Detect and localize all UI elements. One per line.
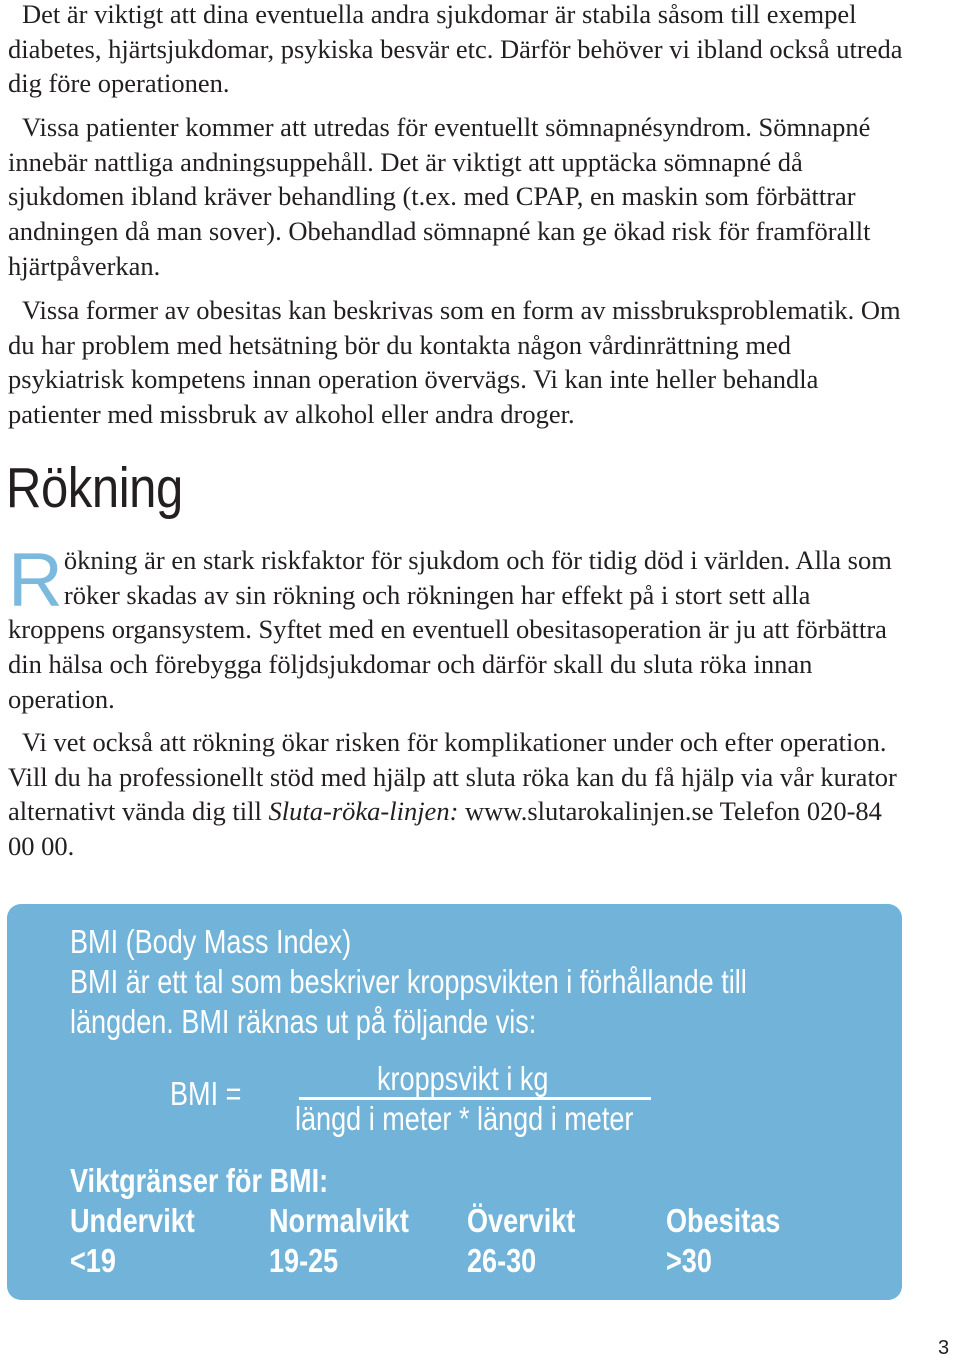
helpline-name: Sluta-röka-linjen: [268,796,459,827]
paragraph-medical-conditions [8,0,903,101]
bmi-limit-obesity [666,1201,780,1281]
bmi-limit-overweight [467,1201,575,1281]
bmi-limit-normal [269,1201,409,1281]
section-heading-smoking: Rökning [6,456,183,520]
paragraph-smoking-help [8,725,903,864]
bmi-description-line: BMI är ett tal som beskriver kroppsvikten i förhållande till [70,963,747,1000]
formula-numerator: kroppsvikt i kg [377,1060,549,1097]
limit-category: Undervikt [70,1202,195,1239]
limit-range: 19-25 [269,1242,339,1279]
bmi-title: BMI (Body Mass Index) [70,923,352,960]
paragraph-sleep-apnea [8,110,903,284]
helpline-contact: www.slutarokalinjen.se Telefon 020-84 00 00. [8,796,882,862]
limit-category: Övervikt [467,1202,576,1239]
formula-label: BMI = [170,1075,242,1112]
bmi-description-line: längden. BMI räknas ut på följande vis: [70,1003,537,1040]
paragraph-text: Vissa patienter kommer att utredas för eventuellt sömnapnésyndrom. Sömnapné innebär nattliga andningsuppehåll. Det är viktigt att upptäcka sömnapné då sjukdomen ibland kräver behandling (t.ex. med CPAP, en maskin som förbättrar andningen då man sover). Obehandlad sömnapné kan ge ökad risk för framförallt hjärtpåverkan. [8,112,871,281]
paragraph-text: Vi vet också att rökning ökar risken för komplikationer under och efter operation. Vill du ha professionellt stöd med hjälp att sluta röka kan du få hjälp via vår kurator alternativt vända dig till [8,727,897,827]
limit-range: 26-30 [467,1242,537,1279]
limit-category: Obesitas [666,1202,781,1239]
bmi-limits-title: Viktgränser för BMI: [70,1162,329,1199]
limit-range: >30 [666,1242,712,1279]
paragraph-addiction [8,293,903,432]
page-number: 3 [938,1337,950,1359]
paragraph-text: Det är viktigt att dina eventuella andra sjukdomar är stabila såsom till exempel diabetes, hjärtsjukdomar, psykiska besvär etc. Därför behöver vi ibland också utreda dig före operationen. [8,0,903,99]
bmi-limit-underweight [70,1201,195,1281]
paragraph-text: ökning är en stark riskfaktor för sjukdom och för tidig död i världen. Alla som röker skadas av sin rökning och rökningen har effekt på i stort sett alla kroppens organsystem. Syftet med en eventuell obesitasoperation är ju att förbättra din hälsa och förebygga följdsjukdomar och därför skall du sluta röka innan operation. [8,545,892,714]
drop-cap: R [8,538,63,623]
paragraph-smoking-risk [8,538,903,717]
bmi-info-box [7,904,902,1300]
formula-denominator: längd i meter * längd i meter [295,1100,634,1137]
limit-range: <19 [70,1242,116,1279]
paragraph-text: Vissa former av obesitas kan beskrivas som en form av missbruksproblematik. Om du har problem med hetsätning bör du kontakta någon vårdinrättning med psykiatrisk kompetens innan operation övervägs. Vi kan inte heller behandla patienter med missbruk av alkohol eller andra droger. [8,295,901,430]
limit-category: Normalvikt [269,1202,409,1239]
